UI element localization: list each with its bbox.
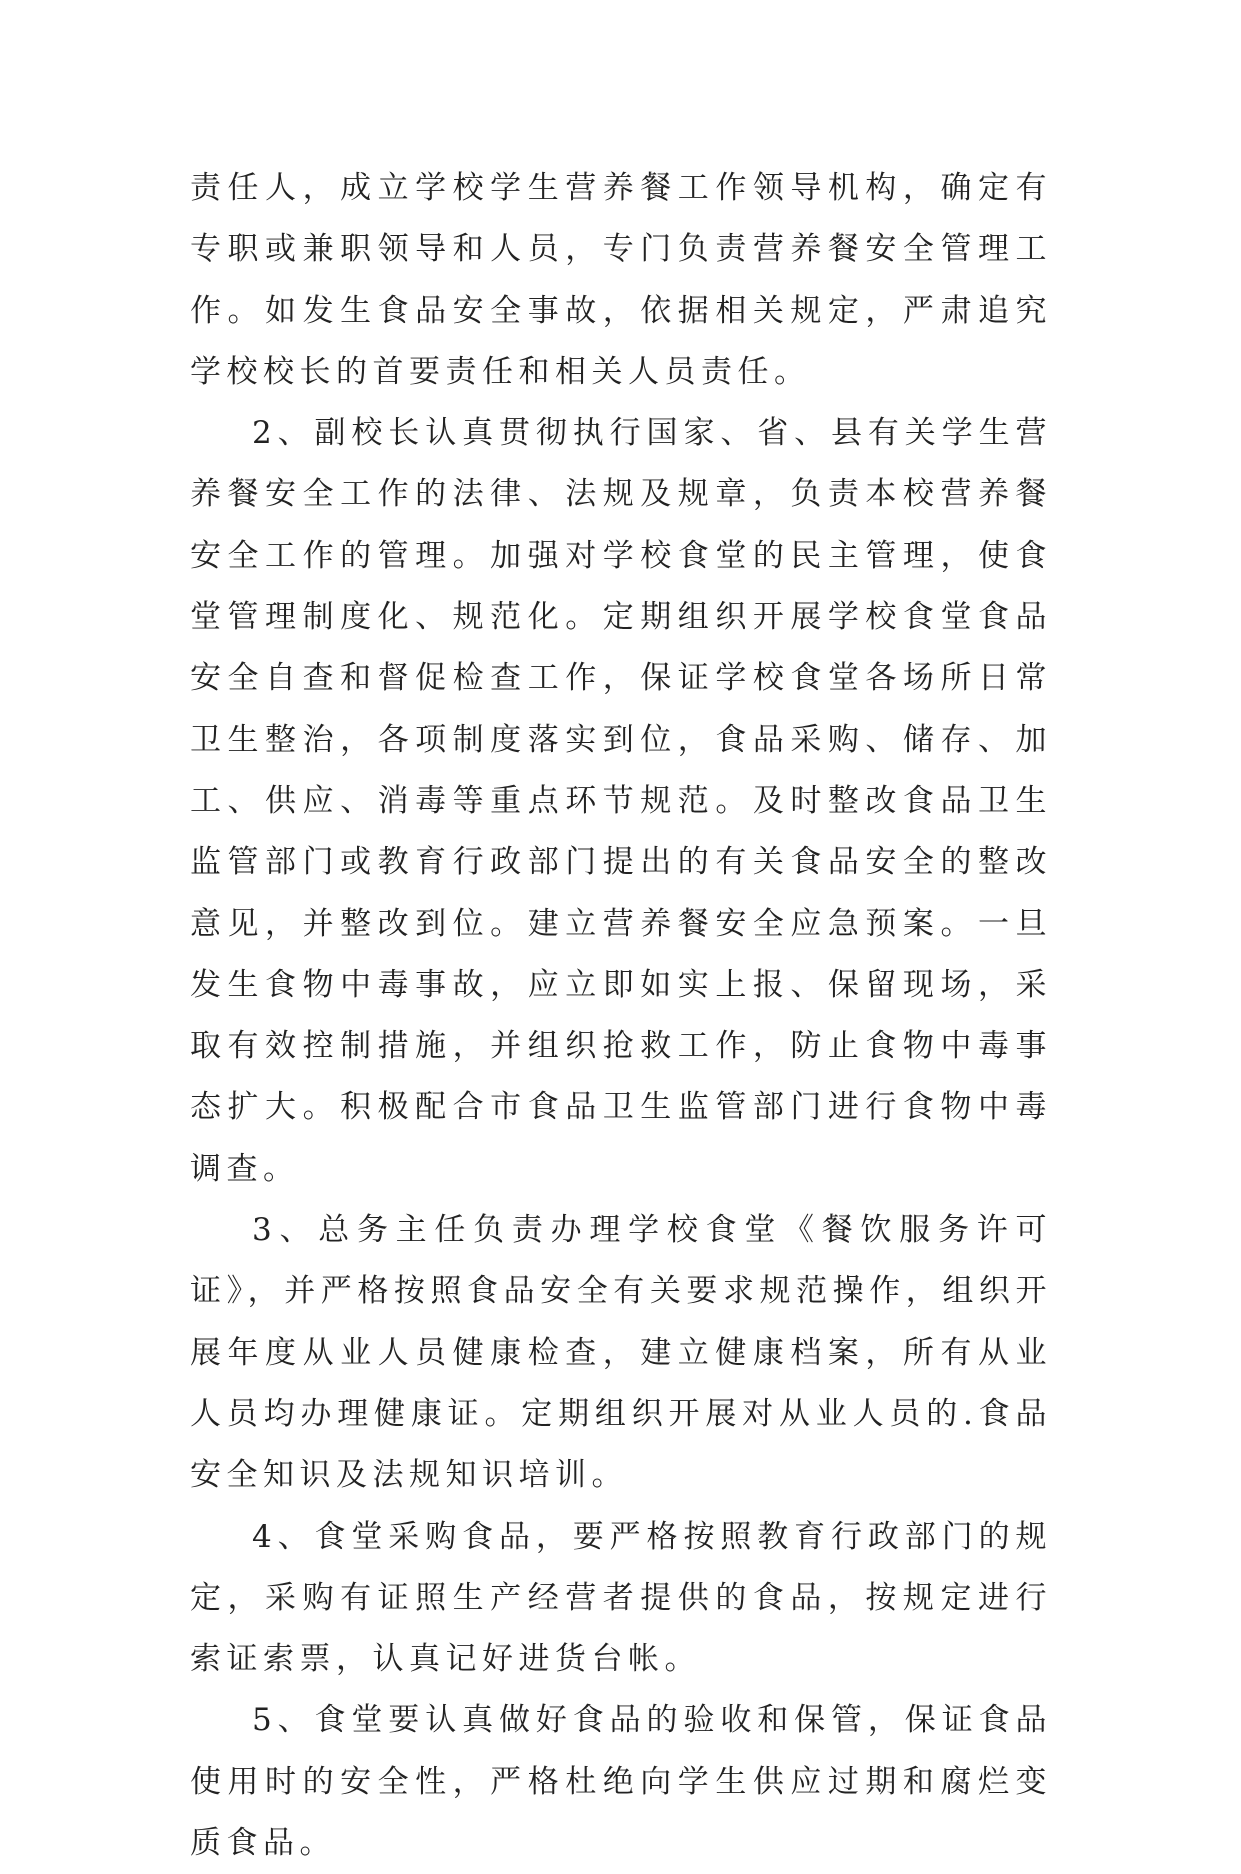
paragraph-item-2: 2、副校长认真贯彻执行国家、省、县有关学生营养餐安全工作的法律、法规及规章，负责本校营养餐安全工作的管理。加强对学校食堂的民主管理，使食堂管理制度化、规范化。定期组织开展学校食堂食品安全自查和督促检查工作，保证学校食堂各场所日常卫生整治，各项制度落实到位，食品采购、储存、加工、供应、消毒等重点环节规范。及时整改食品卫生监管部门或教育行政部门提出的有关食品安全的整改意见，并整改到位。建立营养餐安全应急预案。一旦发生食物中毒事故，应立即如实上报、保留现场，采取有效控制措施，并组织抢救工作，防止食物中毒事态扩大。积极配合市食品卫生监管部门进行食物中毒调查。 [190,415,1052,1187]
paragraph-item-4: 4、食堂采购食品，要严格按照教育行政部门的规定，采购有证照生产经营者提供的食品，按规定进行索证索票，认真记好进货台帐。 [190,1518,1052,1678]
paragraph-item-3: 3、总务主任负责办理学校食堂《餐饮服务许可证》，并严格按照食品安全有关要求规范操作，组织开展年度从业人员健康检查，建立健康档案，所有从业人员均办理健康证。定期组织开展对从业人员的.食品安全知识及法规知识培训。 [190,1212,1052,1494]
document-body [190,158,1052,1874]
paragraph-continuation: 责任人，成立学校学生营养餐工作领导机构，确定有专职或兼职领导和人员，专门负责营养餐安全管理工作。如发生食品安全事故，依据相关规定，严肃追究学校校长的首要责任和相关人员责任。 [190,170,1052,390]
paragraph-item-5: 5、食堂要认真做好食品的验收和保管，保证食品使用时的安全性，严格杜绝向学生供应过期和腐烂变质食品。 [190,1702,1052,1862]
